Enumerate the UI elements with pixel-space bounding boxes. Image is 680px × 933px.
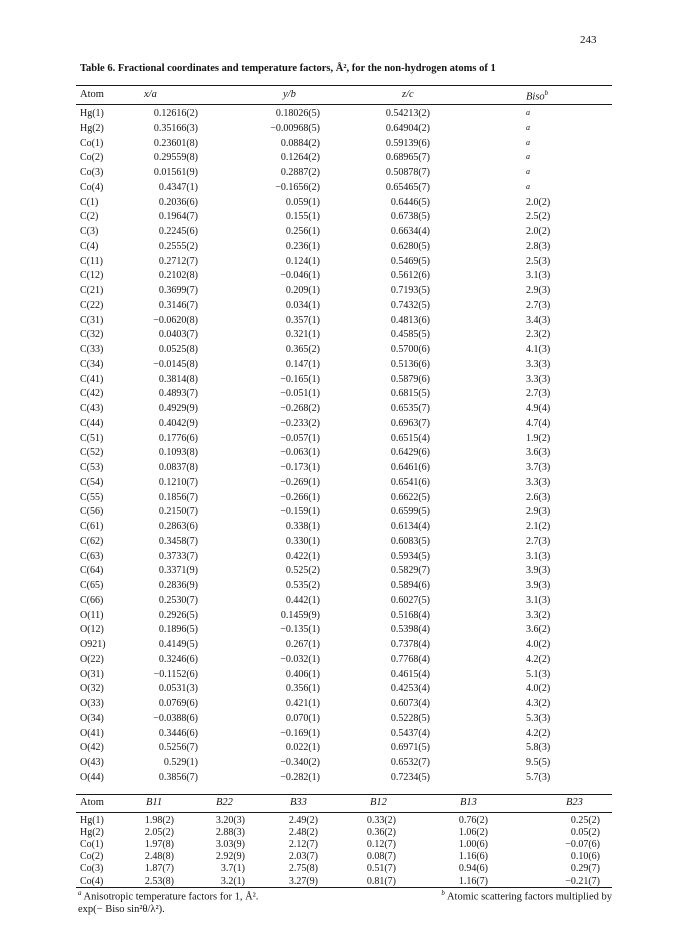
table1-cell-biso: 3.3(2) (526, 609, 551, 621)
table1-cell-z: 0.6515(4) (390, 432, 430, 444)
table1-cell-y: −0.057(1) (280, 432, 320, 444)
table1-cell-z: 0.5934(5) (390, 550, 430, 562)
table1-cell-atom: O(12) (80, 624, 104, 636)
table1-cell-x: 0.1210(7) (158, 476, 198, 488)
table1-cell-x: 0.3146(7) (158, 299, 198, 311)
table1-cell-y: −0.268(2) (280, 403, 320, 414)
table1-cell-y: 0.422(1) (285, 550, 320, 562)
table1-cell-x: 0.2530(7) (158, 594, 198, 606)
table2-top-rule (76, 794, 612, 795)
table1-cell-biso: 3.3(3) (526, 373, 551, 385)
table2-cell-b13: 1.16(7) (458, 875, 488, 887)
table1-cell-biso: 2.5(3) (526, 255, 551, 267)
table1-cell-atom: O(34) (80, 712, 104, 724)
table1-cell-y: 0.124(1) (285, 255, 320, 267)
table1-cell-z: 0.5894(6) (390, 580, 430, 591)
table1-header-z: z/c (402, 89, 414, 100)
table2-cell-atom: Hg(2) (80, 827, 104, 839)
table1-cell-atom: Co(1) (80, 137, 104, 149)
table1-cell-x: −0.1152(6) (153, 668, 198, 680)
table1-cell-x: 0.1093(8) (158, 447, 198, 459)
table1-cell-atom: O(41) (80, 727, 104, 739)
table1-cell-z: 0.64904(2) (385, 122, 430, 134)
table1-cell-biso: 2.0(2) (526, 196, 551, 208)
table1-cell-y: −0.340(2) (280, 757, 320, 768)
table1-cell-z: 0.5612(6) (390, 270, 430, 282)
table2-header-b22: B22 (216, 797, 233, 808)
table1-cell-z: 0.6634(4) (390, 226, 430, 237)
table1-cell-y: 0.147(1) (285, 358, 320, 370)
table1-cell-y: −0.00968(5) (270, 122, 320, 134)
table1-header-rule (76, 104, 612, 105)
table1-cell-z: 0.5398(4) (390, 624, 430, 636)
table1-cell-y: 0.442(1) (285, 594, 320, 606)
table2-cell-b22: 2.88(3) (215, 827, 245, 839)
table1-cell-z: 0.6738(5) (390, 211, 430, 223)
table1-header-biso: Biso$^b$ (526, 89, 549, 103)
table1-cell-biso: 2.7(3) (526, 535, 551, 547)
table1-cell-x: 0.3856(7) (158, 771, 198, 783)
table1-cell-y: 0.070(1) (285, 712, 320, 724)
table1-cell-x: 0.2036(6) (158, 196, 198, 208)
table1-cell-biso: 5.8(3) (526, 742, 551, 754)
table1-cell-atom: C(53) (80, 462, 104, 473)
table1-cell-atom: C(2) (80, 211, 99, 223)
table1-cell-biso: 4.0(2) (526, 639, 551, 650)
table1-cell-z: 0.4813(6) (390, 314, 430, 326)
table1-cell-biso: 3.1(3) (526, 594, 551, 606)
table1-cell-atom: C(32) (80, 329, 104, 341)
table1-cell-y: −0.282(1) (280, 771, 320, 783)
table1-cell-z: 0.6963(7) (390, 417, 430, 429)
table1-cell-y: 0.338(1) (285, 521, 320, 532)
table1-cell-biso: 2.7(3) (526, 388, 551, 400)
table1-header-atom: Atom (80, 89, 104, 100)
table1-cell-biso: 2.7(3) (526, 299, 551, 311)
table1-cell-atom: C(56) (80, 506, 104, 518)
table1-cell-z: 0.6027(5) (390, 594, 430, 606)
table2-cell-b23: 0.05(2) (570, 827, 600, 839)
table1-cell-z: 0.5700(6) (390, 344, 430, 355)
table1-cell-x: 0.2555(2) (158, 240, 198, 252)
table1-cell-biso: 3.7(3) (526, 462, 551, 473)
table1-cell-y: 0.267(1) (285, 639, 320, 650)
table1-cell-y: 0.0884(2) (280, 137, 320, 149)
table1-cell-y: 0.18026(5) (275, 108, 320, 119)
table1-cell-z: 0.5437(4) (390, 727, 430, 739)
table1-cell-y: 0.022(1) (285, 742, 320, 754)
table2-cell-b13: 1.06(2) (458, 827, 488, 839)
table1-cell-x: 0.0769(6) (158, 698, 198, 709)
table1-cell-x: −0.0145(8) (153, 358, 198, 370)
table2-header-atom: Atom (80, 797, 104, 808)
table2-cell-b11: 1.98(2) (144, 815, 174, 826)
table1-cell-biso: 5.7(3) (526, 771, 551, 783)
table1-cell-x: 0.1776(6) (158, 432, 198, 444)
table1-cell-y: 0.357(1) (285, 314, 320, 326)
table2-cell-b12: 0.33(2) (366, 815, 396, 826)
table1-cell-y: 0.155(1) (285, 211, 320, 223)
table1-cell-y: −0.169(1) (280, 727, 320, 739)
table1-cell-z: 0.6532(7) (390, 757, 430, 768)
table2-cell-b22: 3.7(1) (220, 863, 245, 875)
table1-cell-z: 0.6541(6) (390, 476, 430, 488)
table1-cell-x: 0.23601(8) (153, 137, 198, 149)
table2-header-b23: B23 (566, 797, 583, 808)
table1-cell-atom: C(4) (80, 240, 99, 252)
table1-cell-x: 0.2863(6) (158, 521, 198, 532)
table2-cell-atom: Co(3) (80, 863, 104, 875)
table1-cell-biso: 5.1(3) (526, 668, 551, 680)
table1-cell-biso: 3.4(3) (526, 314, 551, 326)
table1-cell-biso: 4.9(4) (526, 403, 551, 414)
table1-cell-atom: C(22) (80, 299, 104, 311)
table1-cell-biso: a (526, 152, 530, 162)
table2-cell-b22: 3.20(3) (215, 815, 245, 826)
table2-cell-b12: 0.08(7) (366, 851, 396, 863)
table1-cell-biso: 3.1(3) (526, 550, 551, 562)
table2-header-b11: B11 (146, 797, 163, 808)
table1-cell-atom: O(43) (80, 757, 104, 768)
table1-cell-y: 0.209(1) (285, 285, 320, 296)
table1-cell-atom: C(51) (80, 432, 104, 444)
table1-cell-atom: C(54) (80, 476, 104, 488)
table1-cell-x: 0.3371(9) (158, 565, 198, 577)
table1-cell-z: 0.6622(5) (390, 491, 430, 503)
table1-cell-z: 0.6599(5) (390, 506, 430, 518)
table1-cell-z: 0.5469(5) (390, 255, 430, 267)
table1-cell-x: 0.2150(7) (158, 506, 198, 518)
table1-cell-atom: C(41) (80, 373, 104, 385)
table1-cell-y: 0.321(1) (285, 329, 320, 341)
table1-cell-x: 0.12616(2) (153, 108, 198, 119)
table1-cell-biso: 2.9(3) (526, 506, 551, 518)
table1-cell-x: 0.3246(6) (158, 653, 198, 665)
table1-cell-biso: 3.3(3) (526, 358, 551, 370)
table1-cell-biso: 2.8(3) (526, 240, 551, 252)
table1-cell-biso: 3.1(3) (526, 270, 551, 282)
table1-cell-y: 0.365(2) (285, 344, 320, 355)
table1-cell-y: −0.051(1) (280, 388, 320, 400)
table1-cell-x: 0.4929(9) (158, 403, 198, 414)
table1-cell-y: −0.046(1) (280, 270, 320, 282)
table1-cell-z: 0.6083(5) (390, 535, 430, 547)
table1-cell-atom: Co(2) (80, 152, 104, 164)
table2-cell-atom: Co(2) (80, 851, 104, 863)
table1-cell-biso: 3.6(2) (526, 624, 551, 636)
table1-cell-z: 0.4585(5) (390, 329, 430, 341)
table1-cell-atom: C(31) (80, 314, 104, 326)
table2-cell-b12: 0.36(2) (366, 827, 396, 839)
table1-cell-y: −0.1656(2) (275, 181, 320, 193)
table1-cell-z: 0.5829(7) (390, 565, 430, 577)
table2-cell-b33: 2.49(2) (288, 815, 318, 826)
table1-cell-biso: a (526, 181, 530, 191)
table2-bottom-rule (76, 887, 612, 888)
table1-cell-x: 0.2926(5) (158, 609, 198, 621)
table1-cell-atom: C(43) (80, 403, 104, 414)
table2-cell-b11: 1.87(7) (144, 863, 174, 875)
table1-cell-atom: C(44) (80, 417, 104, 429)
table1-cell-y: −0.173(1) (280, 462, 320, 473)
table1-cell-y: 0.525(2) (285, 565, 320, 577)
table1-cell-biso: 4.7(4) (526, 417, 551, 429)
table1-cell-x: 0.3733(7) (158, 550, 198, 562)
table1-cell-z: 0.6815(5) (390, 388, 430, 400)
table2-cell-b33: 2.03(7) (288, 851, 318, 863)
table1-cell-atom: C(52) (80, 447, 104, 459)
table1-cell-atom: Co(3) (80, 167, 104, 178)
table1-cell-atom: Co(4) (80, 181, 104, 193)
table1-cell-x: 0.0837(8) (158, 462, 198, 473)
table1-cell-biso: 4.3(2) (526, 698, 551, 709)
table1-header-x: x/a (144, 89, 157, 100)
table1-cell-y: −0.159(1) (280, 506, 320, 518)
table1-cell-z: 0.7193(5) (390, 285, 430, 296)
table1-cell-atom: C(3) (80, 226, 99, 237)
table1-cell-y: 0.2887(2) (280, 167, 320, 178)
table1-cell-z: 0.5228(5) (390, 712, 430, 724)
table1-cell-atom: C(55) (80, 491, 104, 503)
table1-cell-z: 0.4253(4) (390, 683, 430, 695)
table1-cell-y: 0.421(1) (285, 698, 320, 709)
table-caption: Table 6. Fractional coordinates and temperature factors, Å², for the non-hydrogen atoms of 1 (80, 63, 496, 74)
table1-cell-y: 0.1264(2) (280, 152, 320, 164)
footnote-line-2: exp(− Biso sin²θ/λ²). (78, 904, 165, 915)
table1-cell-y: 0.059(1) (285, 196, 320, 208)
table1-cell-atom: C(34) (80, 358, 104, 370)
table1-cell-biso: 9.5(5) (526, 757, 551, 768)
table1-cell-biso: 2.6(3) (526, 491, 551, 503)
table1-cell-atom: O(22) (80, 653, 104, 665)
table1-cell-x: 0.4042(9) (158, 417, 198, 429)
table1-cell-y: −0.032(1) (280, 653, 320, 665)
table1-cell-z: 0.7768(4) (390, 653, 430, 665)
table1-cell-x: 0.2245(6) (158, 226, 198, 237)
table1-cell-y: 0.034(1) (285, 299, 320, 311)
table1-cell-z: 0.7378(4) (390, 639, 430, 650)
table1-cell-x: 0.35166(3) (153, 122, 198, 134)
table2-cell-b11: 1.97(8) (144, 839, 174, 851)
table1-cell-x: 0.01561(9) (153, 167, 198, 178)
table2-cell-b13: 1.00(6) (458, 839, 488, 851)
table1-header-y: y/b (283, 89, 296, 100)
table1-cell-atom: O(32) (80, 683, 104, 695)
page-number: 243 (580, 34, 597, 46)
table1-cell-atom: O921) (80, 639, 106, 650)
table1-cell-z: 0.68965(7) (385, 152, 430, 164)
table1-cell-y: −0.165(1) (280, 373, 320, 385)
table1-cell-z: 0.5879(6) (390, 373, 430, 385)
table1-cell-atom: C(11) (80, 255, 103, 267)
table1-cell-atom: O(31) (80, 668, 104, 680)
table1-cell-biso: 4.2(2) (526, 653, 551, 665)
table1-cell-biso: a (526, 108, 530, 117)
table1-cell-biso: 3.9(3) (526, 580, 551, 591)
table1-cell-atom: O(42) (80, 742, 104, 754)
table2-cell-b11: 2.48(8) (144, 851, 174, 863)
table1-cell-z: 0.6446(5) (390, 196, 430, 208)
table1-cell-y: 0.256(1) (285, 226, 320, 237)
table1-cell-y: −0.135(1) (280, 624, 320, 636)
table1-cell-x: 0.29559(8) (153, 152, 198, 164)
table1-cell-atom: O(33) (80, 698, 104, 709)
table1-cell-atom: C(64) (80, 565, 104, 577)
table1-cell-atom: C(1) (80, 196, 99, 208)
table1-cell-x: 0.5256(7) (158, 742, 198, 754)
table1-cell-z: 0.7234(5) (390, 771, 430, 783)
table2-cell-b12: 0.12(7) (366, 839, 396, 851)
table1-cell-z: 0.4615(4) (390, 668, 430, 680)
table1-cell-y: 0.356(1) (285, 683, 320, 695)
table2-header-b13: B13 (460, 797, 477, 808)
table1-cell-x: 0.3446(6) (158, 727, 198, 739)
table1-cell-atom: C(65) (80, 580, 104, 591)
table1-cell-x: 0.0531(3) (158, 683, 198, 695)
table1-cell-z: 0.59139(6) (385, 137, 430, 149)
table2-cell-b23: −0.07(6) (565, 839, 600, 851)
table1-cell-atom: C(12) (80, 270, 104, 282)
table1-cell-atom: O(44) (80, 771, 104, 783)
table2-cell-b33: 2.48(2) (288, 827, 318, 839)
table1-cell-y: 0.330(1) (285, 535, 320, 547)
table2-cell-b23: 0.29(7) (570, 863, 600, 875)
table1-cell-z: 0.54213(2) (385, 108, 430, 119)
table1-cell-x: 0.1964(7) (158, 211, 198, 223)
table1-cell-y: 0.535(2) (285, 580, 320, 591)
table1-cell-biso: 3.3(3) (526, 476, 551, 488)
table2-cell-b23: 0.25(2) (570, 815, 600, 826)
table1-cell-x: 0.3458(7) (158, 535, 198, 547)
table2-cell-b22: 3.03(9) (215, 839, 245, 851)
table1-cell-x: 0.4149(5) (158, 639, 198, 650)
table1-cell-x: 0.4347(1) (158, 181, 198, 193)
table2-cell-b33: 2.75(8) (288, 863, 318, 875)
table1-cell-atom: Hg(2) (80, 122, 104, 134)
table2-cell-b11: 2.53(8) (144, 875, 174, 887)
table2-cell-b22: 3.2(1) (220, 875, 245, 887)
table2-cell-atom: Hg(1) (80, 815, 104, 826)
table1-cell-x: 0.2712(7) (158, 255, 198, 267)
table1-cell-x: 0.1856(7) (158, 491, 198, 503)
table1-cell-biso: 3.6(3) (526, 447, 551, 459)
table1-cell-biso: a (526, 167, 530, 176)
table1-cell-atom: C(42) (80, 388, 104, 400)
table1-cell-z: 0.6073(4) (390, 698, 430, 709)
table1-cell-biso: 3.9(3) (526, 565, 551, 577)
table2-cell-atom: Co(1) (80, 839, 104, 851)
table2-header-b33: B33 (290, 797, 307, 808)
table1-cell-z: 0.6535(7) (390, 403, 430, 414)
table1-cell-y: −0.269(1) (280, 476, 320, 488)
table1-cell-biso: 4.2(2) (526, 727, 551, 739)
table1-cell-z: 0.50878(7) (385, 167, 430, 178)
table1-cell-biso: 2.1(2) (526, 521, 551, 532)
table2-cell-b13: 0.94(6) (458, 863, 488, 875)
table1-cell-z: 0.5168(4) (390, 609, 430, 621)
table2-header-b12: B12 (370, 797, 387, 808)
table1-cell-biso: 2.9(3) (526, 285, 551, 296)
table1-cell-biso: 2.0(2) (526, 226, 551, 237)
table1-cell-z: 0.6971(5) (390, 742, 430, 754)
table1-cell-biso: a (526, 137, 530, 147)
table2-cell-atom: Co(4) (80, 875, 104, 887)
table1-cell-atom: C(62) (80, 535, 104, 547)
table1-cell-z: 0.6429(6) (390, 447, 430, 459)
table1-cell-z: 0.65465(7) (385, 181, 430, 193)
table2-cell-b13: 1.16(6) (458, 851, 488, 863)
table2-cell-b13: 0.76(2) (458, 815, 488, 826)
table1-cell-z: 0.6134(4) (390, 521, 430, 532)
table2-cell-b12: 0.81(7) (366, 875, 396, 887)
table1-cell-y: −0.063(1) (280, 447, 320, 459)
table1-cell-y: −0.266(1) (280, 491, 320, 503)
table1-cell-atom: O(11) (80, 609, 104, 621)
table1-cell-biso: 4.1(3) (526, 344, 551, 355)
table2-cell-b11: 2.05(2) (144, 827, 174, 839)
table1-cell-y: −0.233(2) (280, 417, 320, 429)
table1-cell-x: 0.3814(8) (158, 373, 198, 385)
table1-cell-biso: 4.0(2) (526, 683, 551, 695)
table1-cell-y: 0.236(1) (285, 240, 320, 252)
table1-cell-z: 0.5136(6) (390, 358, 430, 370)
table1-cell-z: 0.6280(5) (390, 240, 430, 252)
table1-cell-x: 0.0525(8) (158, 344, 198, 355)
table1-cell-atom: C(33) (80, 344, 104, 355)
table1-cell-x: 0.4893(7) (158, 388, 198, 400)
table1-cell-z: 0.6461(6) (390, 462, 430, 473)
table1-cell-atom: C(21) (80, 285, 104, 296)
table1-cell-atom: C(66) (80, 594, 104, 606)
table2-cell-b23: 0.10(6) (570, 851, 600, 863)
table1-cell-biso: 2.5(2) (526, 211, 551, 223)
table1-cell-x: −0.0620(8) (153, 314, 198, 326)
table1-cell-z: 0.7432(5) (390, 299, 430, 311)
table2-cell-b33: 3.27(9) (288, 875, 318, 887)
table1-cell-x: 0.2836(9) (158, 580, 198, 591)
table1-cell-x: 0.529(1) (163, 757, 198, 768)
footnote-line-1: $^a$ Anisotropic temperature factors for 1, Å². $^b$ Atomic scattering factors multiplied by (78, 889, 612, 903)
table1-cell-atom: Hg(1) (80, 108, 104, 119)
table2-cell-b23: −0.21(7) (565, 875, 600, 887)
table1-cell-biso: 5.3(3) (526, 712, 551, 724)
table1-cell-x: 0.1896(5) (158, 624, 198, 636)
table2-header-rule (76, 812, 612, 813)
table1-cell-y: 0.1459(9) (280, 609, 320, 621)
table1-cell-x: −0.0388(6) (153, 712, 198, 724)
table1-cell-x: 0.0403(7) (158, 329, 198, 341)
table1-cell-x: 0.3699(7) (158, 285, 198, 296)
table1-top-rule (76, 85, 612, 86)
table1-cell-y: 0.406(1) (285, 668, 320, 680)
table1-cell-biso: 1.9(2) (526, 432, 551, 444)
table2-cell-b33: 2.12(7) (288, 839, 318, 851)
table1-cell-x: 0.2102(8) (158, 270, 198, 282)
table2-cell-b22: 2.92(9) (215, 851, 245, 863)
table1-cell-biso: a (526, 122, 530, 132)
table1-cell-atom: C(63) (80, 550, 104, 562)
table2-cell-b12: 0.51(7) (366, 863, 396, 875)
table1-cell-biso: 2.3(2) (526, 329, 551, 341)
table1-cell-atom: C(61) (80, 521, 104, 532)
